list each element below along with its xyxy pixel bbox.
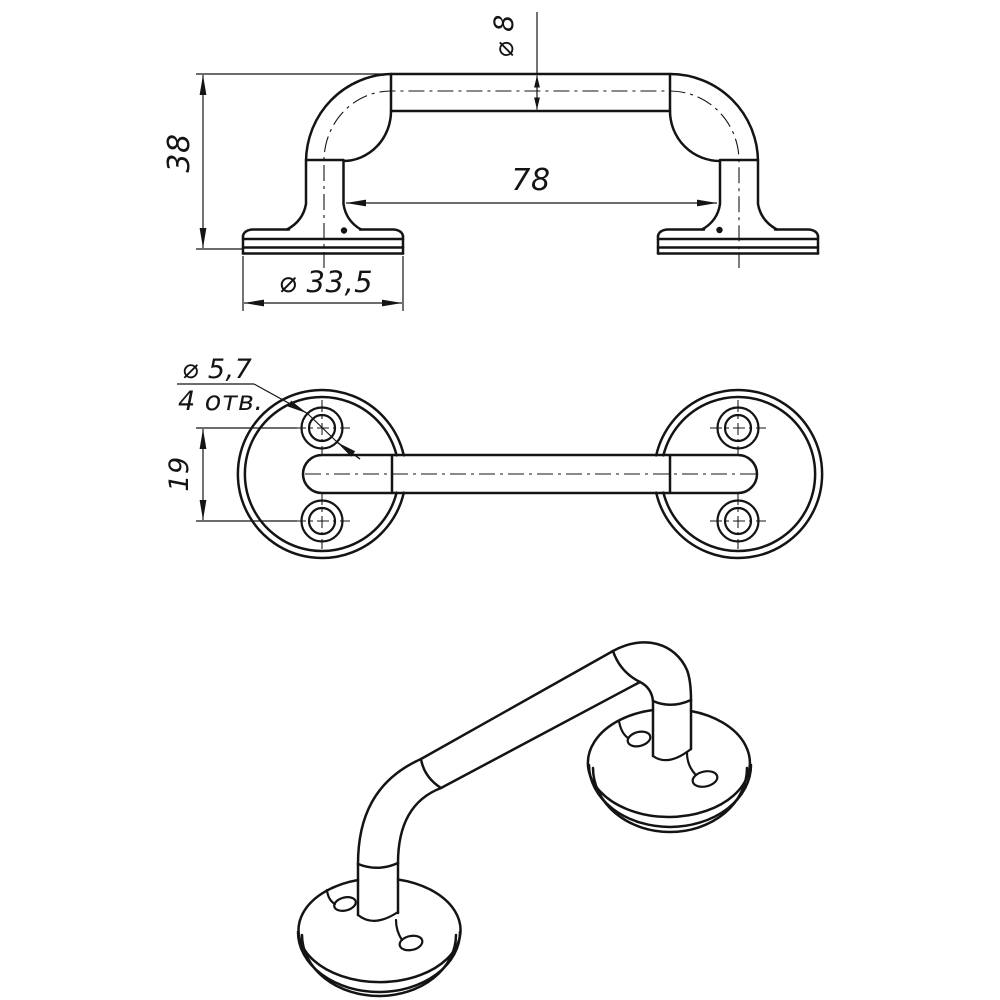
- iso-leg-right: [653, 700, 691, 756]
- iso-tube: [358, 642, 691, 915]
- handle-outer-contour: [287, 74, 777, 230]
- dimension-base-diameter-33-5: [243, 256, 403, 311]
- base-plate-right-side: [658, 230, 818, 254]
- hole-count-label: 4 отв.: [178, 386, 264, 417]
- iso-grip-top-edge: [421, 651, 613, 759]
- dimension-height-38: [162, 74, 391, 249]
- front-view: [162, 12, 818, 311]
- callout-hole-diameter: [177, 354, 360, 459]
- dim-hole-spacing-label: 19: [164, 456, 195, 492]
- dimension-hole-spacing-19: [164, 428, 297, 521]
- iso-base-left: [298, 880, 461, 997]
- iso-flare-left: [358, 912, 398, 921]
- weld-dot-left: [341, 227, 347, 233]
- dim-base-diameter-label: ⌀ 33,5: [278, 265, 374, 299]
- plan-view: [164, 354, 822, 558]
- weld-dot-right: [716, 227, 722, 233]
- iso-grip-bottom-edge: [441, 682, 640, 788]
- isometric-view: [298, 642, 751, 996]
- bolt-hole-top-right: [710, 400, 766, 456]
- dimension-tube-diameter-8: [489, 12, 537, 110]
- iso-bend-right-inner: [640, 682, 653, 701]
- bolt-hole-bottom-right: [710, 493, 766, 549]
- dim-height-label: 38: [162, 133, 197, 173]
- bolt-hole-bottom-left: [294, 493, 350, 549]
- hole-diameter-label: ⌀ 5,7: [182, 354, 253, 385]
- base-plate-left-side: [243, 230, 403, 254]
- iso-hole-left-upper: [333, 895, 357, 913]
- dim-tube-diameter-label: ⌀ 8: [489, 14, 520, 58]
- tube-joint-lines-front: [306, 74, 758, 160]
- dimension-span-78: [346, 163, 717, 203]
- iso-hole-right-upper: [626, 729, 652, 748]
- iso-bend-left-inner: [398, 788, 441, 863]
- iso-base-right: [588, 710, 751, 832]
- dim-span-label: 78: [511, 163, 551, 198]
- iso-leg-left: [358, 863, 398, 915]
- iso-hole-left-lower: [398, 934, 423, 952]
- iso-flare-right: [653, 749, 691, 760]
- iso-hole-right-lower: [691, 769, 719, 789]
